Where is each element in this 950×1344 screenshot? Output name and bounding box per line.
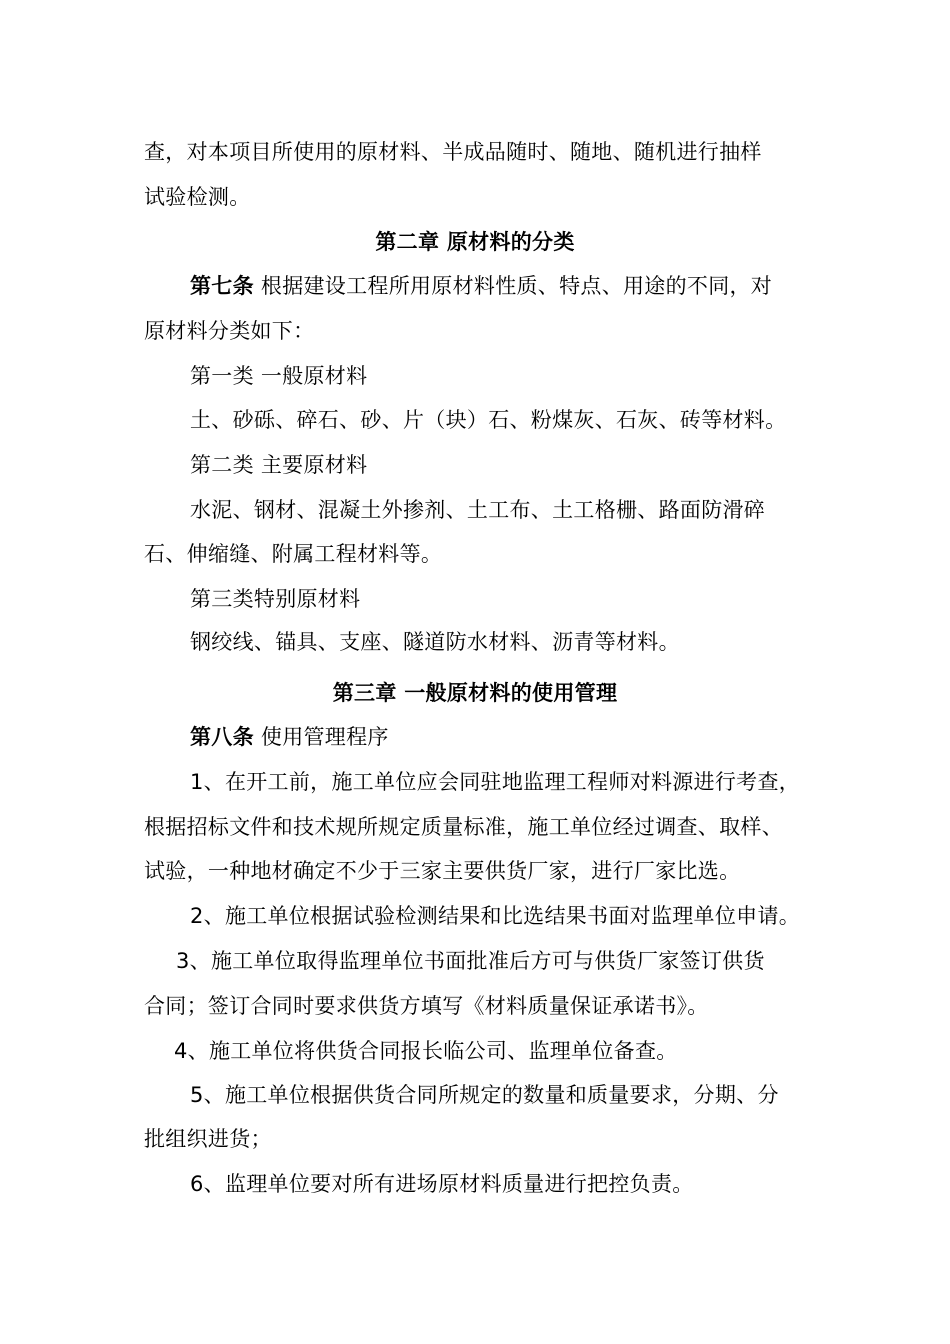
procedure-1-line: 1、在开工前，施工单位应会同驻地监理工程师对料源进行考查，: [190, 770, 801, 794]
category-1-items: 土、砂砾、碎石、砂、片（块）石、粉煤灰、石灰、砖等材料。: [190, 408, 787, 432]
category-2-items: 水泥、钢材、混凝土外掺剂、土工布、土工格栅、路面防滑碎: [190, 498, 766, 522]
procedure-5-line: 5、施工单位根据供货合同所规定的数量和质量要求，分期、分: [190, 1083, 779, 1107]
chapter-3-heading: 第三章 一般原材料的使用管理: [332, 681, 618, 705]
article-7: [190, 272, 772, 300]
chapter-2-heading: 第二章 原材料的分类: [375, 230, 575, 254]
category-3-title: 第三类特别原材料: [190, 587, 361, 611]
article-7-label: 第七条: [190, 274, 254, 298]
category-1-title: 第一类 一般原材料: [190, 364, 368, 388]
article-7-continuation: 原材料分类如下：: [144, 319, 315, 343]
category-2-items-continued: 石、伸缩缝、附属工程材料等。: [144, 542, 443, 566]
article-8-text: 使用管理程序: [260, 725, 389, 749]
paragraph-line: 查，对本项目所使用的原材料、半成品随时、随地、随机进行抽样: [144, 140, 762, 164]
procedure-3-line: 合同；签订合同时要求供货方填写《材料质量保证承诺书》。: [144, 994, 709, 1018]
procedure-6: 6、监理单位要对所有进场原材料质量进行把控负责。: [190, 1172, 694, 1196]
category-2-title: 第二类 主要原材料: [190, 453, 368, 477]
article-8: [190, 723, 389, 751]
article-7-text: 根据建设工程所用原材料性质、特点、用途的不同，对: [260, 274, 773, 298]
procedure-5-line: 批组织进货；: [144, 1127, 272, 1151]
procedure-3-line: 3、施工单位取得监理单位书面批准后方可与供货厂家签订供货: [176, 949, 765, 973]
procedure-1-line: 根据招标文件和技术规所规定质量标准，施工单位经过调查、取样、: [144, 815, 783, 839]
category-3-items: 钢绞线、锚具、支座、隧道防水材料、沥青等材料。: [190, 630, 680, 654]
procedure-4: 4、施工单位将供货合同报长临公司、监理单位备查。: [174, 1039, 678, 1063]
paragraph-line: 试验检测。: [144, 185, 251, 209]
procedure-2: 2、施工单位根据试验检测结果和比选结果书面对监理单位申请。: [190, 904, 801, 928]
procedure-1-line: 试验，一种地材确定不少于三家主要供货厂家，进行厂家比选。: [144, 859, 741, 883]
article-8-label: 第八条: [190, 725, 254, 749]
